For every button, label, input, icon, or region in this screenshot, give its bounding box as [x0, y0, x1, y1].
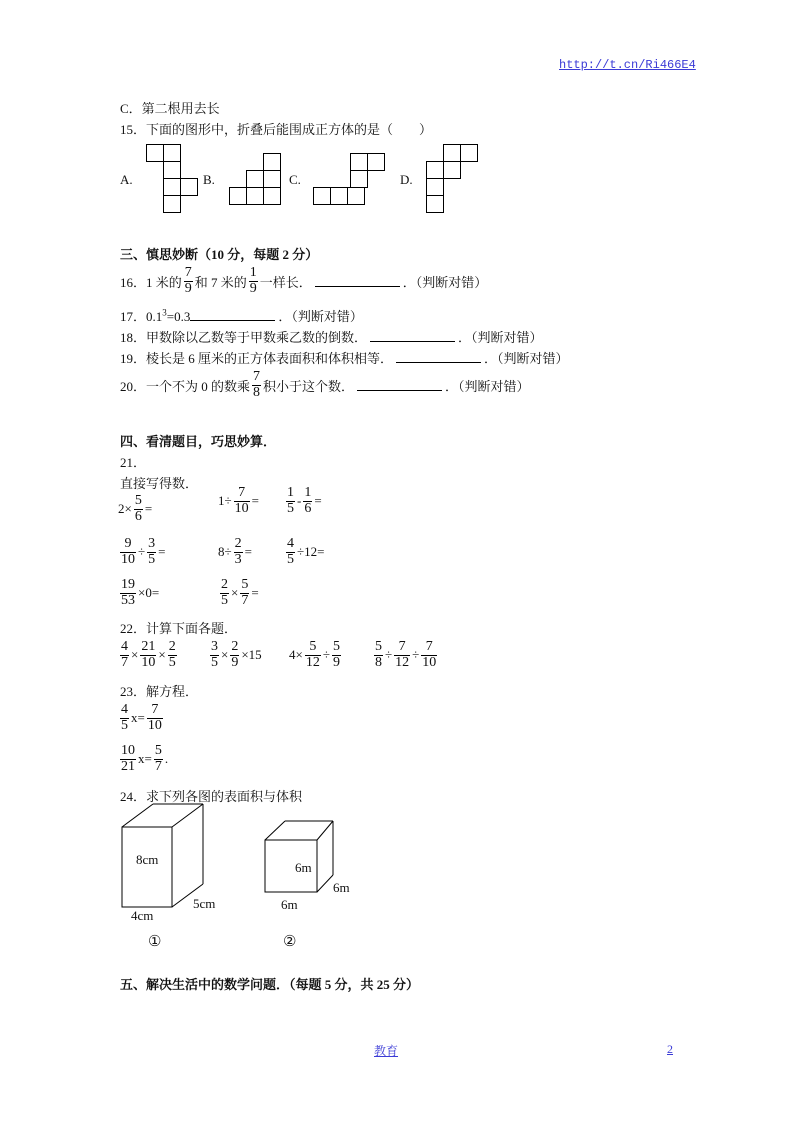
q20-line: 20．一个不为 0 的数乘 $\frac{7}{8}$ 积小于这个数． ．（判断对错） [120, 369, 530, 400]
net-b-figure [229, 153, 283, 207]
q24-title: 24．求下列各图的表面积与体积 [120, 789, 303, 804]
net-d-figure [426, 144, 480, 216]
net-c-figure [313, 153, 385, 207]
section5-title: 五、解决生活中的数学问题．（每题 5 分，共 25 分） [120, 977, 420, 992]
q14-option-c: C．第二根用去长 [120, 101, 220, 116]
q15-option-c-label: C. [289, 172, 301, 187]
cube-front-label: 6m [295, 860, 312, 875]
q22-expr-1: $\frac{4}{7}$ × $\frac{21}{10}$ × $\frac{2}{5}$ [121, 639, 176, 670]
figure-1-marker: ① [148, 934, 162, 950]
q19-answer-blank[interactable] [396, 351, 481, 363]
q21-r1-a: 2× $\frac{5}{6}$ = [118, 493, 153, 524]
q15-stem: 15．下面的图形中，折叠后能围成正方体的是（ ） [120, 122, 433, 137]
q16-fraction-2: $\frac{1}{9}$ [249, 265, 257, 296]
q21-r3-b: $\frac{2}{5}$ × $\frac{5}{7}$ = [221, 577, 259, 608]
cube-width-label: 6m [281, 897, 298, 912]
cuboid-height-label: 8cm [136, 852, 159, 867]
q21-r1-b: 1÷ $\frac{7}{10}$ = [218, 485, 259, 516]
q20-fraction: $\frac{7}{8}$ [253, 369, 261, 400]
header-url[interactable]: http://t.cn/Ri466E4 [559, 58, 696, 72]
q15-option-a-label: A. [120, 172, 133, 187]
q16-line: 16．1 米的 $\frac{7}{9}$ 和 7 米的 $\frac{1}{9}$ 一样长． ．（判断对错） [120, 265, 488, 296]
footer-page-number: 2 [667, 1042, 673, 1056]
q21-number: 21． [120, 455, 147, 470]
net-a-figure [146, 144, 200, 216]
q23-equation-1: $\frac{4}{5}$ x= $\frac{7}{10}$ [121, 702, 162, 733]
q21-instruction: 直接写得数． [120, 476, 199, 491]
q15-option-b-label: B. [203, 172, 215, 187]
q20-answer-blank[interactable] [357, 379, 442, 391]
q17-line: 17．$0.1^3=0.3$ ．（判断对错） [120, 307, 363, 324]
section4-title: 四、看清题目，巧思妙算． [120, 434, 277, 449]
section3-title: 三、慎思妙断（10 分，每题 2 分） [120, 247, 319, 262]
cuboid-figure [122, 804, 203, 907]
q17-answer-blank[interactable] [190, 309, 275, 321]
q22-expr-4: $\frac{5}{8}$ ÷ $\frac{7}{12}$ ÷ $\frac{7}{10}$ [375, 639, 437, 670]
q18-line: 18．甲数除以乙数等于甲数乘乙数的倒数． ．（判断对错） [120, 330, 543, 345]
q22-title: 22．计算下面各题． [120, 621, 238, 636]
q21-r2-c: $\frac{4}{5}$ ÷12= [287, 536, 325, 567]
cuboid-depth-label: 5cm [193, 896, 216, 911]
q16-answer-blank[interactable] [315, 275, 400, 287]
cuboid-width-label: 4cm [131, 908, 154, 923]
q16-fraction-1: $\frac{7}{9}$ [184, 265, 192, 296]
q18-answer-blank[interactable] [370, 330, 455, 342]
q21-r3-a: $\frac{19}{53}$ ×0= [121, 577, 160, 608]
footer-center-link[interactable]: 教育 [374, 1044, 399, 1058]
q21-r2-a: $\frac{9}{10}$ ÷ $\frac{3}{5}$ = [121, 536, 166, 567]
q15-option-d-label: D. [400, 172, 413, 187]
q22-expr-2: $\frac{3}{5}$ × $\frac{2}{9}$ ×15 [211, 639, 262, 670]
figure-2-marker: ② [283, 934, 297, 950]
cube-figure [265, 821, 333, 892]
q22-expr-3: 4× $\frac{5}{12}$ ÷ $\frac{5}{9}$ [289, 639, 340, 670]
q21-r2-b: 8÷ $\frac{2}{3}$ = [218, 536, 252, 567]
q23-title: 23．解方程． [120, 684, 199, 699]
q19-line: 19．棱长是 6 厘米的正方体表面积和体积相等． ．（判断对错） [120, 351, 569, 366]
q21-r1-c: $\frac{1}{5}$ - $\frac{1}{6}$ = [287, 485, 322, 516]
q23-equation-2: $\frac{10}{21}$ x= $\frac{5}{7}$ . [121, 743, 169, 774]
cube-depth-label: 6m [333, 880, 350, 895]
